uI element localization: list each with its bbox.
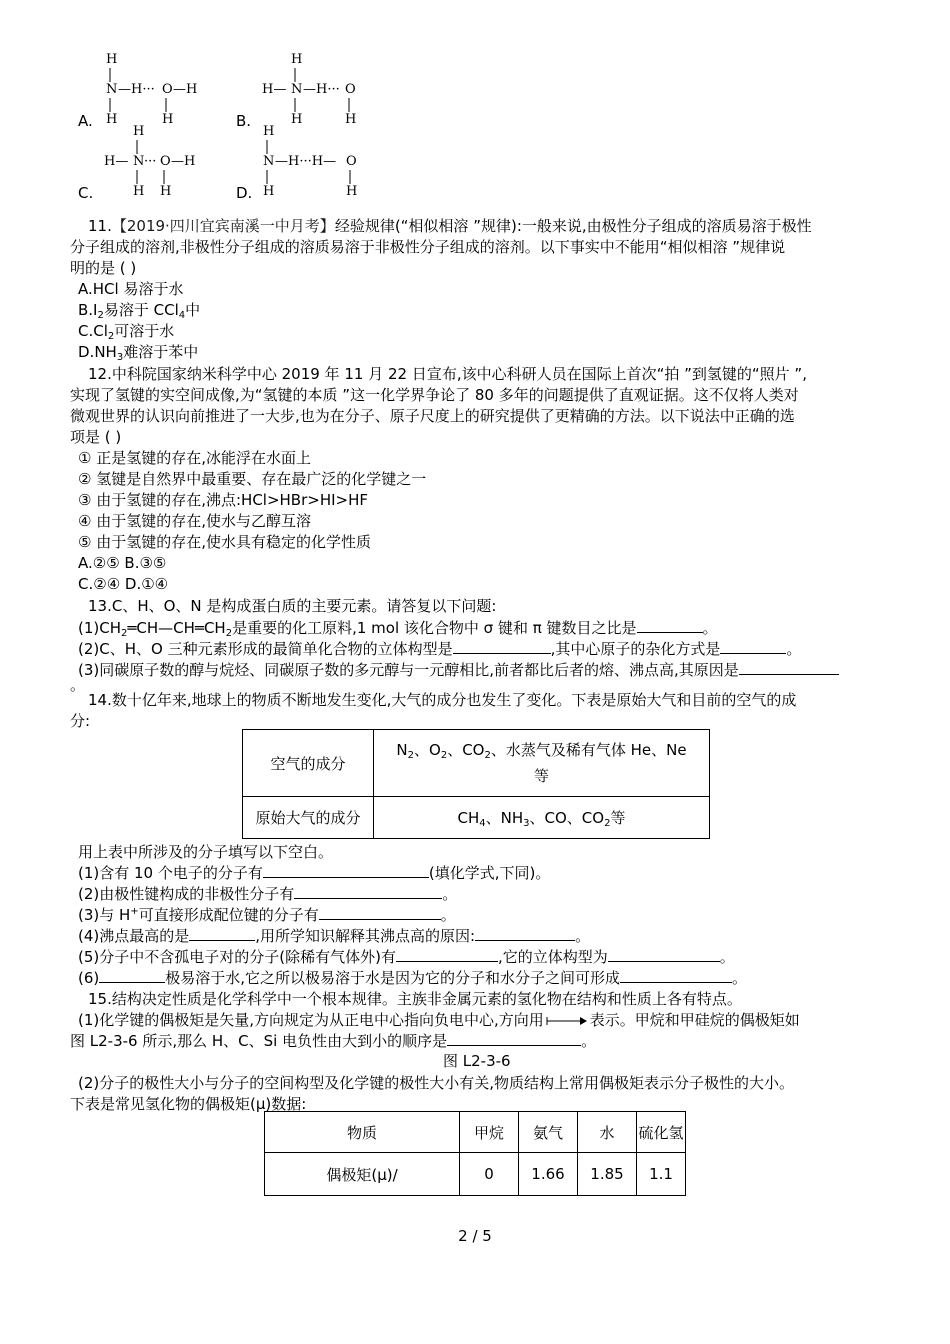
table-row — [243, 797, 710, 839]
q11-option-d: $D.NH_3$难溶于苯中 — [78, 343, 199, 363]
q11-option-c: $C.Cl_2$可溶于水 — [78, 322, 175, 342]
page-number: 2 / 5 — [458, 1227, 492, 1245]
q12-line-4: 项是 ( ) — [70, 428, 122, 446]
table-header-cell: 原始大气的成分 — [243, 797, 374, 839]
q13-intro: 13.C、H、O、N 是构成蛋白质的主要元素。请答复以下问题: — [88, 597, 497, 615]
q14-part-3: (3)与 H+可直接形成配位键的分子有 。 — [78, 906, 456, 924]
answer-blank[interactable] — [189, 926, 255, 941]
q11-text: 经验规律(“相似相溶 ”规律):一般来说,由极性分子组成的溶质易溶于极性 — [334, 217, 812, 235]
answer-blank[interactable] — [319, 905, 441, 920]
atom-n: N — [263, 154, 275, 169]
atom-h: H — [106, 112, 118, 127]
table-header-cell: 空气的成分 — [243, 730, 374, 797]
bond-lines — [78, 124, 198, 204]
q14-part-2: (2)由极性键构成的非极性分子有 。 — [78, 885, 458, 903]
option-label: A. — [78, 112, 93, 130]
answer-blank[interactable] — [720, 639, 786, 654]
atom-h-left: H— — [262, 82, 287, 97]
atom-h: H — [106, 52, 118, 67]
option-label: C. — [78, 184, 94, 202]
answer-blank[interactable] — [608, 947, 720, 962]
q11-source: 【2019·四川宜宾南溪一中月考】 — [111, 217, 335, 235]
atom-h: H — [346, 184, 358, 199]
dipole-moment-table — [264, 1111, 686, 1196]
atom-o: O — [345, 82, 356, 97]
q14-part-1: (1)含有 10 个电子的分子有 (填化学式,下同)。 — [78, 864, 551, 882]
answer-blank[interactable] — [294, 884, 442, 899]
q11-line-1 — [88, 216, 812, 236]
atom-h: H — [345, 112, 357, 127]
atom-n: N — [106, 82, 118, 97]
bond-lines — [236, 124, 366, 204]
bond-hydrogen: —H···H— — [275, 154, 337, 169]
q14-part-6: (6) 极易溶于水,它之所以极易溶于水是因为它的分子和水分子之间可形成 。 — [78, 969, 748, 987]
q14-part-4: (4)沸点最高的是 ,用所学知识解释其沸点高的原因: 。 — [78, 927, 591, 945]
answer-blank[interactable] — [453, 639, 551, 654]
atom-n: N — [133, 154, 145, 169]
answer-blank[interactable] — [396, 947, 498, 962]
table-cell: 偶极矩(μ)/ — [265, 1153, 460, 1196]
option-label: B. — [236, 112, 252, 130]
answer-blank[interactable] — [475, 926, 575, 941]
q15-line-1: 15.结构决定性质是化学科学中一个根本规律。主族非金属元素的氢化物在结构和性质上各有特点。 — [88, 990, 742, 1008]
table-header-cell: 硫化氢 — [637, 1112, 686, 1153]
bond-lines — [78, 52, 198, 132]
q14-line-1: 14.数十亿年来,地球上的物质不断地发生变化,大气的成分也发生了变化。下表是原始大气和目前的空气的成 — [88, 691, 797, 709]
table-cell: 1.85 — [578, 1153, 637, 1196]
q14-part-5: (5)分子中不含孤电子对的分子(除稀有气体外)有 ,它的立体构型为 。 — [78, 948, 735, 966]
table-cell: 1.1 — [637, 1153, 686, 1196]
answer-blank[interactable] — [263, 863, 429, 878]
atom-h: H — [160, 184, 172, 199]
table-row — [265, 1153, 686, 1196]
bond-hydrogen: —H··· — [303, 82, 340, 97]
q12-statement-4: ④ 由于氢键的存在,使水与乙醇互溶 — [78, 512, 311, 530]
q12-options-ab: A.②⑤ B.③⑤ — [78, 554, 167, 572]
table-cell: $N_2$、$O_2$、$CO_2$、水蒸气及稀有气体 He、Ne 等 — [374, 730, 710, 797]
table-header-cell: 甲烷 — [460, 1112, 519, 1153]
bond-oh: —H — [173, 82, 198, 97]
option-label: D. — [236, 184, 253, 202]
atom-h: H — [133, 184, 145, 199]
table-cell: 0 — [460, 1153, 519, 1196]
q15-part-1: (1)化学键的偶极矩是矢量,方向规定为从正电中心指向负电中心,方向用 表示。甲烷和甲硅烷的偶极矩如 — [78, 1011, 800, 1029]
answer-blank[interactable] — [447, 1031, 581, 1046]
bond-oh: —H — [171, 154, 196, 169]
table-header-cell: 氨气 — [519, 1112, 578, 1153]
table-cell: $CH_4$、$NH_3$、CO、$CO_2$等 — [374, 797, 710, 839]
answer-blank[interactable] — [620, 968, 732, 983]
q12-statement-5: ⑤ 由于氢键的存在,使水具有稳定的化学性质 — [78, 533, 371, 551]
table-header-cell: 水 — [578, 1112, 637, 1153]
table-row — [265, 1112, 686, 1153]
q11-number: 11. — [88, 217, 112, 235]
q11-line-3: 明的是 ( ) — [70, 259, 137, 277]
answer-blank[interactable] — [739, 660, 839, 675]
q14-line-2: 分: — [70, 712, 91, 730]
atom-o: O — [346, 154, 357, 169]
q15-part-2: (2)分子的极性大小与分子的空间构型及化学键的极性大小有关,物质结构上常用偶极矩表示分子极性的大小。 — [78, 1074, 795, 1092]
atom-n: N — [291, 82, 303, 97]
atom-h: H — [162, 112, 174, 127]
table-cell: 1.66 — [519, 1153, 578, 1196]
q12-statement-2: ② 氢键是自然界中最重要、存在最广泛的化学键之一 — [78, 470, 427, 488]
q11-option-a: A.HCl 易溶于水 — [78, 280, 184, 298]
q12-line-2: 实现了氢键的实空间成像,为“氢键的本质 ”这一化学界争论了 80 多年的问题提供了直观证据。这不仅将人类对 — [70, 386, 799, 404]
table-row — [243, 730, 710, 797]
q12-statement-3: ③ 由于氢键的存在,沸点:HCl>HBr>HI>HF — [78, 491, 369, 509]
hydrogen-bond-dots: ··· — [144, 154, 157, 169]
q13-part-1: $(1)CH_2═CH—CH═CH_2$是重要的化工原料,1 mol 该化合物中 σ 键和 π 键数目之比是 。 — [78, 619, 718, 639]
atom-h-left: H— — [104, 154, 129, 169]
atom-h: H — [291, 112, 303, 127]
answer-blank[interactable] — [99, 968, 165, 983]
q12-line-1: 12.中科院国家纳米科学中心 2019 年 11 月 22 日宣布,该中心科研人员在国际上首次“拍 ”到氢键的“照片 ”, — [88, 365, 807, 383]
atom-h: H — [133, 124, 145, 139]
q14-instruction: 用上表中所涉及的分子填写以下空白。 — [78, 843, 334, 861]
q15-part-1-cont: 图 L2-3-6 所示,那么 H、C、Si 电负性由大到小的顺序是 。 — [70, 1032, 597, 1050]
figure-caption: 图 L2-3-6 — [443, 1052, 511, 1070]
answer-blank[interactable] — [637, 618, 703, 633]
q13-part-3-end: 。 — [70, 676, 86, 694]
atom-o: O — [160, 154, 171, 169]
bond-hydrogen: —H··· — [118, 82, 155, 97]
dipole-arrow-icon — [546, 1015, 588, 1027]
q15-part-2-cont: 下表是常见氢化物的偶极矩(μ)数据: — [70, 1095, 307, 1113]
atom-o: O — [162, 82, 173, 97]
atom-h: H — [263, 184, 275, 199]
atom-h: H — [263, 124, 275, 139]
table-header-cell: 物质 — [265, 1112, 460, 1153]
q12-line-3: 微观世界的认识向前推进了一大步,也为在分子、原子尺度上的研究提供了更精确的方法。以下说法中正确的选 — [70, 407, 795, 425]
q11-line-2: 分子组成的溶剂,非极性分子组成的溶质易溶于非极性分子组成的溶剂。以下事实中不能用“相似相溶 ”规律说 — [70, 238, 786, 256]
q11-option-b: $B.I_2$易溶于 CCl$_4$中 — [78, 301, 201, 321]
q12-options-cd: C.②④ D.①④ — [78, 575, 169, 593]
bond-lines — [236, 52, 366, 132]
q13-part-2: (2)C、H、O 三种元素形成的最简单化合物的立体构型是 ,其中心原子的杂化方式是 。 — [78, 640, 802, 658]
atom-h: H — [291, 52, 303, 67]
atmosphere-table — [242, 729, 710, 839]
q13-part-3: (3)同碳原子数的醇与烷烃、同碳原子数的多元醇与一元醇相比,前者都比后者的熔、沸点高,其原因是 — [78, 660, 839, 680]
q12-statement-1: ① 正是氢键的存在,冰能浮在水面上 — [78, 449, 311, 467]
